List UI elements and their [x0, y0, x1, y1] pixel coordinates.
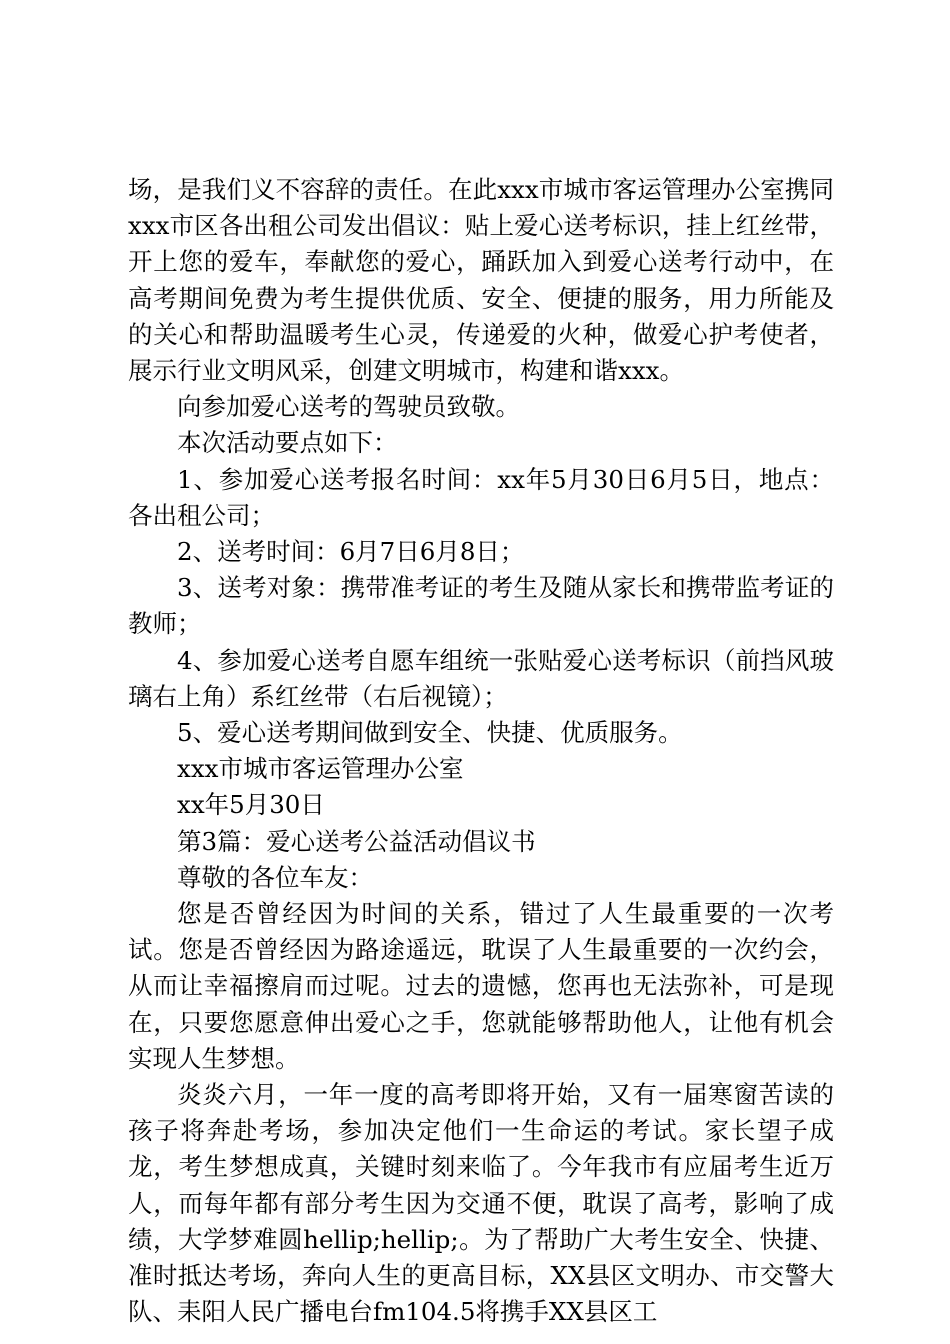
- paragraph: 4、参加爱心送考自愿车组统一张贴爱心送考标识（前挡风玻璃右上角）系红丝带（右后视镜）；: [128, 645, 834, 711]
- paragraph: 场，是我们义不容辞的责任。在此xxx市城市客运管理办公室携同xxx市区各出租公司发出倡议：贴上爱心送考标识，挂上红丝带，开上您的爱车，奉献您的爱心，踊跃加入到爱心送考行动中，在高考期间免费为考生提供优质、安全、便捷的服务，用力所能及的关心和帮助温暖考生心灵，传递爱的火种，做爱心护考使者，展示行业文明风采，创建文明城市，构建和谐xxx。: [128, 175, 834, 386]
- paragraph: 向参加爱心送考的驾驶员致敬。: [177, 392, 520, 422]
- paragraph: 您是否曾经因为时间的关系，错过了人生最重要的一次考试。您是否曾经因为路途遥远，耽误了人生最重要的一次约会，从而让幸福擦肩而过呢。过去的遗憾，您再也无法弥补，可是现在，只要您愿意伸出爱心之手，您就能够帮助他人，让他有机会实现人生梦想。: [128, 899, 834, 1073]
- paragraph: 1、参加爱心送考报名时间：xx年5月30日6月5日，地点：各出租公司；: [128, 464, 834, 530]
- paragraph: 5、爱心送考期间做到安全、快捷、优质服务。: [177, 718, 683, 748]
- paragraph: 2、送考时间：6月7日6月8日；: [177, 537, 525, 567]
- sender-signature: xxx市城市客运管理办公室: [177, 754, 464, 784]
- paragraph: 炎炎六月，一年一度的高考即将开始，又有一届寒窗苦读的孩子将奔赴考场，参加决定他们一生命运的考试。家长望子成龙，考生梦想成真，关键时刻来临了。今年我市有应届考生近万人，而每年都有部分考生因为交通不便，耽误了高考，影响了成绩，大学梦难圆hellip;hellip;。为了帮助广大考生安全、快捷、准时抵达考场，奔向人生的更高目标，XX县区文明办、市交警大队、耒阳人民广播电台fm104.5将携手XX县区工: [128, 1080, 834, 1327]
- date-line: xx年5月30日: [177, 790, 325, 820]
- salutation: 尊敬的各位车友：: [177, 862, 373, 892]
- paragraph: 3、送考对象：携带准考证的考生及随从家长和携带监考证的教师；: [128, 573, 834, 639]
- section-title: 第3篇：爱心送考公益活动倡议书: [177, 826, 536, 856]
- paragraph: 本次活动要点如下：: [177, 428, 398, 458]
- document-body: [128, 172, 834, 1331]
